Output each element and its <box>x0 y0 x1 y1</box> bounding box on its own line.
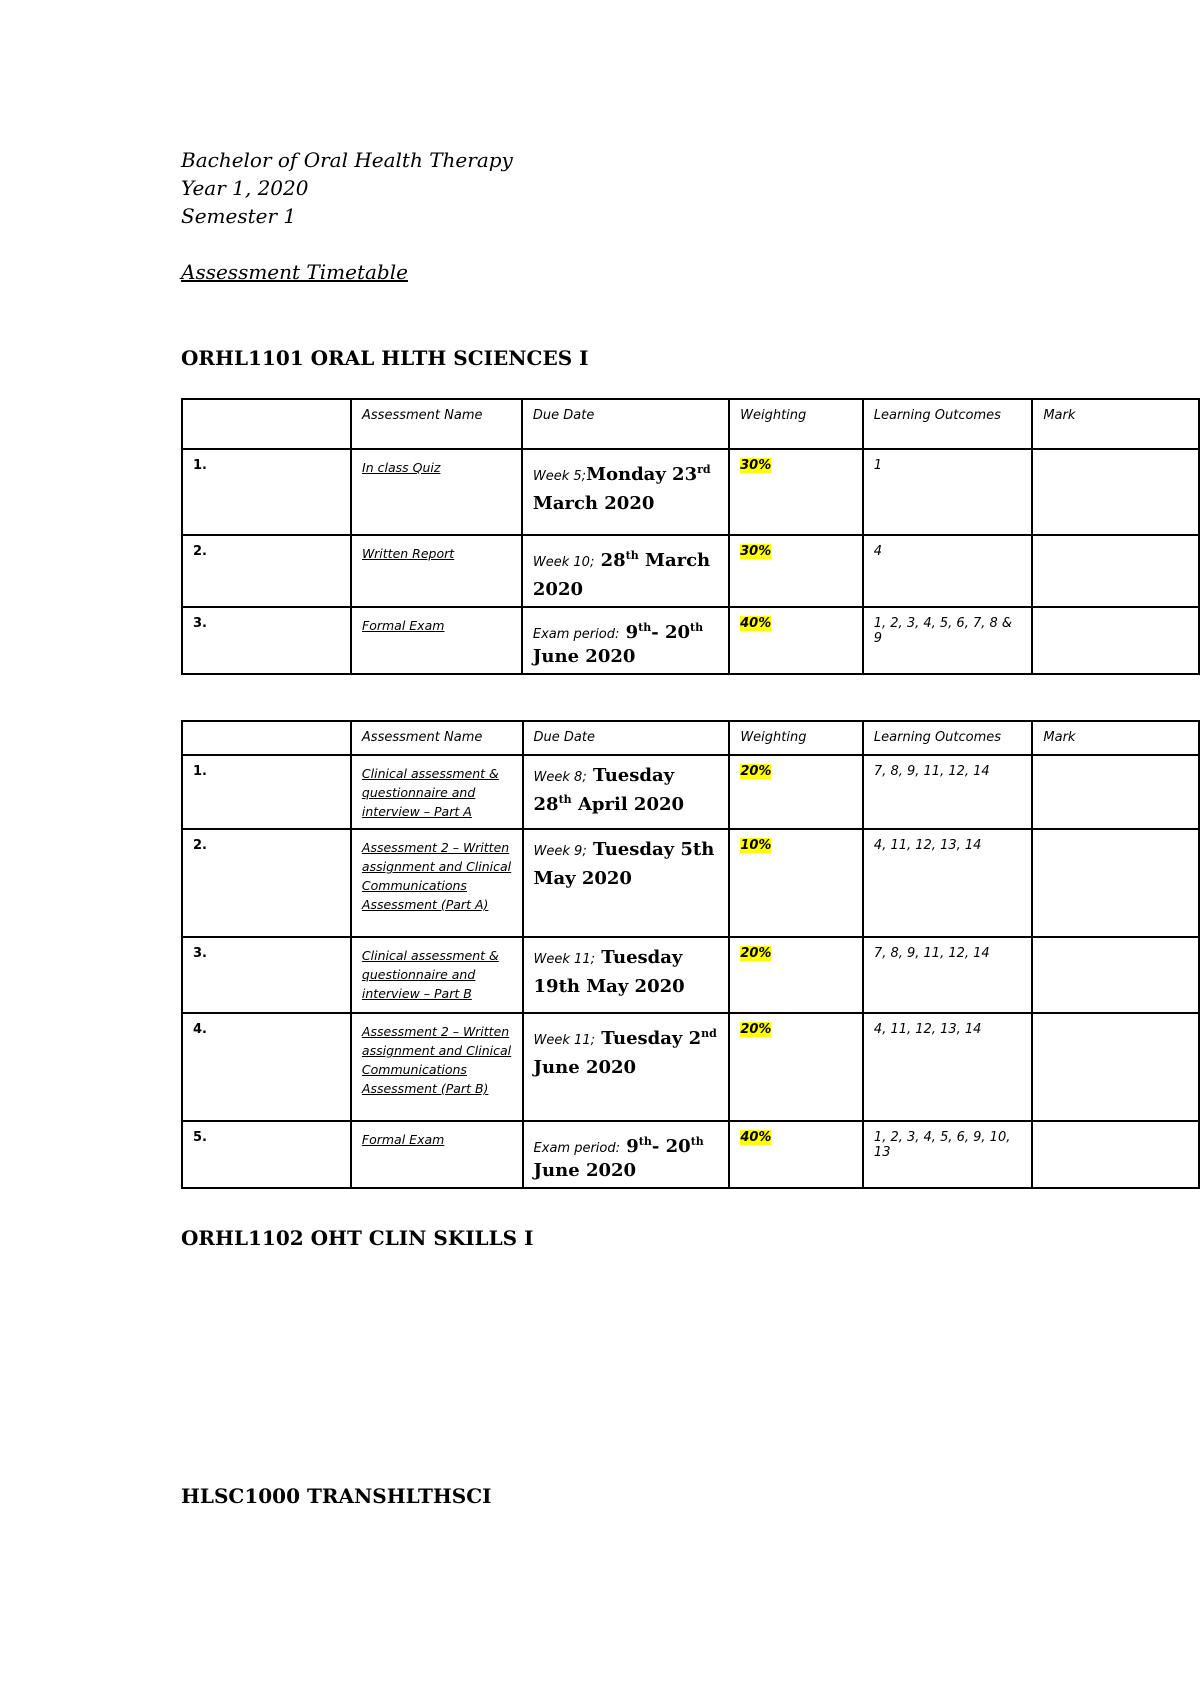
due-date-cell <box>523 937 730 1013</box>
weighting-cell <box>729 1121 863 1188</box>
table-row <box>182 1013 1199 1121</box>
row-number: 5. <box>182 1121 351 1188</box>
mark-cell <box>1032 937 1199 1013</box>
learning-outcomes: 1, 2, 3, 4, 5, 6, 9, 10, 13 <box>863 1121 1032 1188</box>
learning-outcomes: 4, 11, 12, 13, 14 <box>863 829 1032 937</box>
weighting-value: 20% <box>740 946 772 961</box>
header-mark: Mark <box>1032 721 1199 755</box>
timetable-title: Assessment Timetable <box>181 260 408 284</box>
assessment-name: Formal Exam <box>362 618 445 633</box>
due-date-part-c: June 2020 <box>532 646 636 667</box>
row-number: 1. <box>182 755 351 829</box>
table-row <box>182 449 1199 535</box>
weighting-value: 20% <box>740 1022 772 1037</box>
weighting-value: 20% <box>740 764 772 779</box>
table-row <box>182 1121 1199 1188</box>
table-header-row <box>182 399 1199 449</box>
due-date-ordinal: th <box>625 549 639 562</box>
assessment-name: In class Quiz <box>362 460 441 475</box>
due-date-ordinal: th <box>638 1135 652 1148</box>
due-date-part-a: Tuesday 5th May 2020 <box>533 839 715 889</box>
assessment-name: Clinical assessment & questionnaire and interview – Part A <box>361 766 499 819</box>
assessment-name-cell <box>351 937 523 1013</box>
mark-cell <box>1032 1013 1199 1121</box>
learning-outcomes: 4, 11, 12, 13, 14 <box>863 1013 1032 1121</box>
header-assessment-name: Assessment Name <box>351 721 523 755</box>
due-date-part-a: 9 <box>619 622 639 643</box>
header-learning-outcomes: Learning Outcomes <box>863 721 1032 755</box>
weighting-cell <box>729 449 863 535</box>
assessment-name-cell <box>351 607 522 674</box>
learning-outcomes: 1 <box>863 449 1033 535</box>
due-week: Week 11; <box>533 1033 595 1048</box>
assessment-table-2 <box>181 720 1200 1189</box>
due-date-ordinal: th <box>558 793 572 806</box>
header-blank <box>182 721 351 755</box>
assessment-name: Clinical assessment & questionnaire and interview – Part B <box>361 948 499 1001</box>
due-date-part-b: March 2020 <box>532 493 655 514</box>
due-date-part-c: June 2020 <box>533 1160 637 1181</box>
due-date-ordinal-2: th <box>690 621 704 634</box>
header-mark: Mark <box>1032 399 1199 449</box>
table-row <box>182 535 1199 607</box>
row-number: 2. <box>182 829 351 937</box>
weighting-value: 30% <box>740 544 772 559</box>
weighting-value: 40% <box>740 616 772 631</box>
program-title: Bachelor of Oral Health Therapy <box>181 148 513 172</box>
course-heading-orhl1102: ORHL1102 OHT CLIN SKILLS I <box>181 1226 534 1250</box>
due-date-part-a: Tuesday 28 <box>533 765 675 815</box>
row-number: 4. <box>182 1013 351 1121</box>
assessment-name-cell <box>351 755 523 829</box>
due-date-cell <box>522 607 729 674</box>
weighting-value: 30% <box>740 458 772 473</box>
document-intro <box>181 146 513 286</box>
due-date-part-a: 28 <box>594 550 626 571</box>
mark-cell <box>1032 535 1199 607</box>
weighting-cell <box>729 1013 863 1121</box>
table-row <box>182 829 1199 937</box>
header-blank <box>182 399 351 449</box>
mark-cell <box>1032 1121 1199 1188</box>
header-weighting: Weighting <box>729 721 863 755</box>
mark-cell <box>1032 449 1199 535</box>
header-weighting: Weighting <box>729 399 863 449</box>
due-date-cell <box>523 829 730 937</box>
mark-cell <box>1032 607 1199 674</box>
mark-cell <box>1032 829 1199 937</box>
weighting-cell <box>729 755 863 829</box>
due-week: Week 5; <box>532 469 587 484</box>
mark-cell <box>1032 755 1199 829</box>
due-week: Week 9; <box>533 844 587 859</box>
course-heading-hlsc1000: HLSC1000 TRANSHLTHSCI <box>181 1484 492 1508</box>
assessment-name-cell <box>351 449 522 535</box>
due-date-part-b: March 2020 <box>532 550 711 600</box>
due-week: Week 8; <box>533 770 587 785</box>
assessment-name-cell <box>351 1121 523 1188</box>
learning-outcomes: 7, 8, 9, 11, 12, 14 <box>863 755 1032 829</box>
table-row <box>182 937 1199 1013</box>
due-date-part-a: Monday 23 <box>586 464 698 485</box>
weighting-cell <box>729 937 863 1013</box>
learning-outcomes: 7, 8, 9, 11, 12, 14 <box>863 937 1032 1013</box>
assessment-name: Assessment 2 – Written assignment and Clinical Communications Assessment (Part A) <box>361 840 512 912</box>
due-week: Exam period: <box>533 1141 620 1156</box>
learning-outcomes: 4 <box>863 535 1033 607</box>
due-date-part-b: - 20 <box>651 1136 691 1157</box>
table-row <box>182 755 1199 829</box>
due-date-cell <box>523 755 730 829</box>
row-number: 2. <box>182 535 351 607</box>
due-week: Week 10; <box>532 555 595 570</box>
semester-line: Semester 1 <box>181 204 297 228</box>
course-heading-orhl1101: ORHL1101 ORAL HLTH SCIENCES I <box>181 346 589 370</box>
due-date-cell <box>523 1121 730 1188</box>
due-date-part-a: Tuesday 2 <box>594 1028 702 1049</box>
assessment-name-cell <box>351 1013 523 1121</box>
assessment-table-orhl1101 <box>181 398 1200 675</box>
due-date-part-b: - 20 <box>651 622 691 643</box>
header-assessment-name: Assessment Name <box>351 399 522 449</box>
row-number: 3. <box>182 937 351 1013</box>
weighting-value: 10% <box>740 838 772 853</box>
learning-outcomes: 1, 2, 3, 4, 5, 6, 7, 8 & 9 <box>863 607 1033 674</box>
header-due-date: Due Date <box>522 399 729 449</box>
due-date-ordinal-2: th <box>690 1135 704 1148</box>
due-date-part-b: June 2020 <box>533 1057 637 1078</box>
assessment-name: Formal Exam <box>361 1132 445 1147</box>
assessment-name: Assessment 2 – Written assignment and Clinical Communications Assessment (Part B) <box>361 1024 512 1096</box>
weighting-value: 40% <box>740 1130 772 1145</box>
row-number: 1. <box>182 449 351 535</box>
due-week: Week 11; <box>533 952 595 967</box>
table-row <box>182 607 1199 674</box>
year-line: Year 1, 2020 <box>181 176 309 200</box>
due-date-cell <box>522 449 729 535</box>
assessment-name-cell <box>351 535 522 607</box>
due-date-part-a: 9 <box>620 1136 639 1157</box>
due-week: Exam period: <box>532 627 620 642</box>
due-date-cell <box>522 535 729 607</box>
row-number: 3. <box>182 607 351 674</box>
due-date-part-b: April 2020 <box>571 794 685 815</box>
header-learning-outcomes: Learning Outcomes <box>863 399 1033 449</box>
due-date-part-a: Tuesday 19th May 2020 <box>533 947 685 997</box>
weighting-cell <box>729 535 863 607</box>
assessment-name-cell <box>351 829 523 937</box>
due-date-ordinal: th <box>638 621 652 634</box>
header-due-date: Due Date <box>523 721 730 755</box>
due-date-cell <box>523 1013 730 1121</box>
weighting-cell <box>729 829 863 937</box>
due-date-ordinal: nd <box>701 1027 717 1040</box>
table-header-row <box>182 721 1199 755</box>
due-date-ordinal: rd <box>697 463 711 476</box>
weighting-cell <box>729 607 863 674</box>
assessment-name: Written Report <box>362 546 455 561</box>
